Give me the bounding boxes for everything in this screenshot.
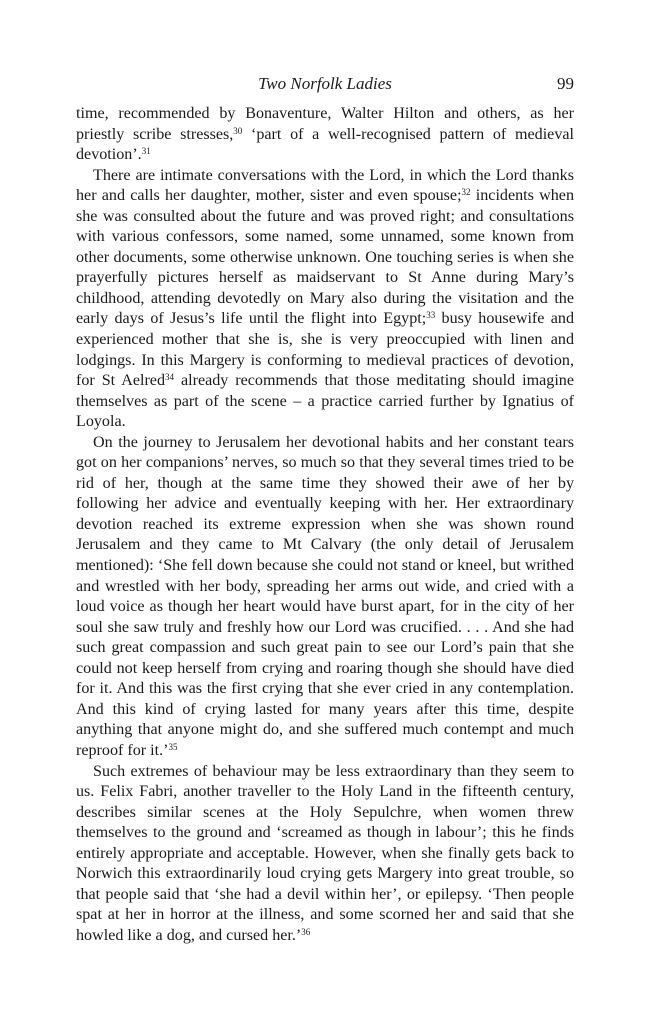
- paragraph: [76, 104, 574, 166]
- text-run: Such extremes of behaviour may be less extraordinary than they seem to us. Felix Fabri, another traveller to the Holy Land in the fifteenth century, describes similar scenes at the Holy Sepulchre, when women threw themselves to the ground and ‘screamed as though in labour’; this he finds entirely appropriate and acceptable. However, when she finally gets back to Norwich this extraordinarily loud crying gets Margery into great trouble, so that people said that ‘she had a devil within her’, or epilepsy. ‘Then people spat at her in horror at the illness, and some scorned her and said that she howled like a dog, and cursed her.’: [76, 762, 574, 944]
- paragraph: [76, 433, 574, 762]
- text-run: busy housewife and experienced mother that she is, she is very preoccupied with linen and lodgings. In this Margery is conforming to medieval practices of devotion, for St Aelred: [76, 310, 574, 390]
- text-run: time, recommended by Bonaventure, Walter Hilton and others, as her priestly scribe stresses,: [76, 105, 574, 143]
- footnote-ref: 33: [426, 310, 436, 321]
- page-header: [76, 74, 574, 98]
- paragraph: [76, 762, 574, 947]
- text-run: On the journey to Jerusalem her devotional habits and her constant tears got on her companions’ nerves, so much so that they several times tried to be rid of her, though at the same time they showed their awe of her by following her advice and eventually keeping with her. Her extraordinary devotion reached its extreme expression when she was shown round Jerusalem and they came to Mt Calvary (the only detail of Jerusalem mentioned): ‘She fell down because she could not stand or kneel, but writhed and wrestled with her body, spreading her arms out wide, and cried with a loud voice as though her heart would have burst apart, for in the city of her soul she saw truly and freshly how our Lord was crucified. . . . And she had such great compassion and such great pain to see our Lord’s pain that she could not keep herself from crying and roaring though she should have died for it. And this was the first crying that she ever cried in any contemplation. And this kind of crying lasted for many years after this time, despite anything that anyone might do, and she suffered much contempt and much reproof for it.’: [76, 433, 574, 759]
- text-run: incidents when she was consulted about the future and was proved right; and consultations with various confessors, some named, some unnamed, some known from other documents, some otherwise unknown. One touching series is when she prayerfully pictures herself as maidservant to St Anne during Mary’s childhood, attending devotedly on Mary also during the visitation and the early days of Jesus’s life until the flight into Egypt;: [76, 187, 574, 328]
- running-title: Two Norfolk Ladies: [258, 74, 392, 93]
- footnote-ref: 30: [233, 125, 243, 136]
- page-number: 99: [557, 74, 574, 93]
- footnote-ref: 36: [301, 926, 311, 937]
- paragraph: [76, 166, 574, 433]
- body-text: [76, 104, 574, 946]
- text-run: already recommends that those meditating should imagine themselves as part of the scene – a practice carried further by Ignatius of Loyola.: [76, 372, 574, 431]
- footnote-ref: 31: [141, 146, 151, 157]
- footnote-ref: 35: [168, 741, 178, 752]
- footnote-ref: 32: [461, 187, 471, 198]
- text-run: ‘part of a well-recognised pattern of medieval devotion’.: [76, 125, 574, 164]
- footnote-ref: 34: [165, 372, 175, 383]
- text-run: There are intimate conversations with the Lord, in which the Lord thanks her and calls her daughter, mother, sister and even spouse;: [76, 166, 574, 205]
